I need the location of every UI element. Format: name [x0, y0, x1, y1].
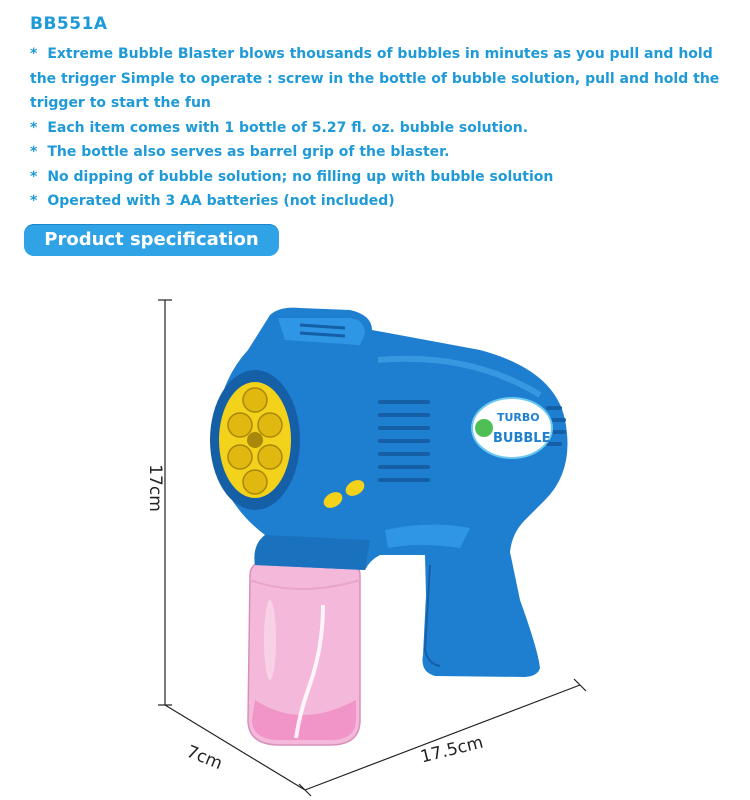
product-specification-badge: Product specification	[24, 224, 279, 256]
feature-item: * No dipping of bubble solution; no filling up with bubble solution	[30, 168, 554, 185]
logo-text-line1: TURBO	[497, 411, 540, 424]
model-number: BB551A	[30, 14, 108, 34]
bullet-star: *	[30, 46, 38, 62]
bullet-star: *	[30, 193, 38, 209]
feature-item: * Extreme Bubble Blaster blows thousands of bubbles in minutes as you pull and hold the trigger Simple to operate : screw in the bottle of bubble solution, pull and hold the trigger to start the fun	[30, 46, 720, 111]
feature-item: * Operated with 3 AA batteries (not included)	[30, 193, 395, 209]
turbo-bubble-logo	[472, 398, 552, 458]
feature-item: * The bottle also serves as barrel grip of the blaster.	[30, 144, 450, 160]
bubble-bottle	[248, 560, 360, 745]
dimension-width-label: 17.5cm	[418, 732, 486, 768]
bubble-wand-wheel	[210, 370, 300, 510]
bullet-star: *	[30, 144, 38, 160]
dimension-height-label: 17cm	[144, 464, 165, 512]
feature-item: * Each item comes with 1 bottle of 5.27 fl. oz. bubble solution.	[30, 119, 529, 136]
bullet-star: *	[30, 168, 38, 185]
bullet-star: *	[30, 119, 38, 136]
logo-text-line2: BUBBLE	[493, 431, 551, 446]
dimension-depth-label: 7cm	[183, 741, 226, 775]
